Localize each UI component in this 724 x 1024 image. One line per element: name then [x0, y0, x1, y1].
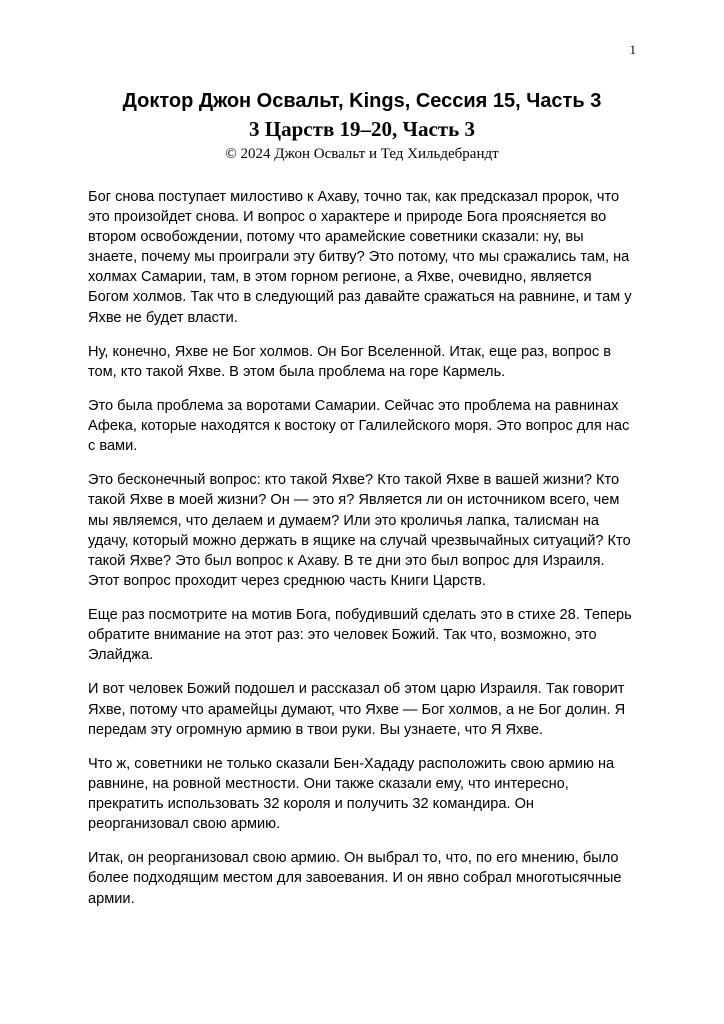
paragraph: И вот человек Божий подошел и рассказал об этом царю Израиля. Так говорит Яхве, потому что арамейцы думают, что Яхве — Бог холмов, а не Бог долин. Я передам эту огромную армию в твои руки. Вы узнаете, что Я Яхве.	[88, 681, 626, 738]
paragraph: Итак, он реорганизовал свою армию. Он выбрал то, что, по его мнению, было более подходящим местом для завоевания. И он явно собрал многотысячные армии.	[88, 850, 622, 907]
paragraph: Это была проблема за воротами Самарии. Сейчас это проблема на равнинах Афека, которые находятся к востоку от Галилейского моря. Это вопрос для нас с вами.	[88, 397, 630, 455]
paragraph: Что ж, советники не только сказали Бен-Хададу расположить свою армию на равнине, на ровной местности. Они также сказали ему, что интересно, прекратить использовать 32 короля и получить 32 командира. Он реорганизовал свою армию.	[88, 755, 615, 833]
copyright-line: © 2024 Джон Освальт и Тед Хильдебрандт	[225, 146, 499, 163]
document-body	[88, 187, 636, 909]
document-title: Доктор Джон Освальт, Kings, Сессия 15, Часть 3	[122, 90, 602, 112]
paragraph: Еще раз посмотрите на мотив Бога, побудивший сделать это в стихе 28. Теперь обратите внимание на этот раз: это человек Божий. Так что, возможно, это Элайджа.	[88, 607, 632, 664]
document-subtitle: 3 Царств 19–20, Часть 3	[249, 117, 475, 141]
paragraph: Ну, конечно, Яхве не Бог холмов. Он Бог Вселенной. Итак, еще раз, вопрос в том, кто такой Яхве. В этом была проблема на горе Кармель.	[88, 343, 611, 380]
paragraph: Это бесконечный вопрос: кто такой Яхве? Кто такой Яхве в вашей жизни? Кто такой Яхве в моей жизни? Он — это я? Является ли он источником всего, чем мы являемся, что делаем и думаем? Или это кроличья лапка, талисман на удачу, который можно держать в ящике на случай чрезвычайных ситуаций? Кто такой Яхве? Это был вопрос к Ахаву. В те дни это был вопрос для Израиля. Этот вопрос проходит через среднюю часть Книги Царств.	[88, 472, 631, 589]
document-content	[88, 88, 636, 923]
paragraph: Бог снова поступает милостиво к Ахаву, точно так, как предсказал пророк, что это произойдет снова. И вопрос о характере и природе Бога проясняется во втором освобождении, потому что арамейские советники сказали: ну, вы знаете, почему мы проиграли эту битву? Это потому, что мы сражались там, на холмах Самарии, там, в этом горном регионе, а Яхве, очевидно, является Богом холмов. Так что в следующий раз давайте сражаться на равнине, и там у Яхве не будет власти.	[88, 188, 632, 326]
page-number: 1	[629, 42, 636, 57]
